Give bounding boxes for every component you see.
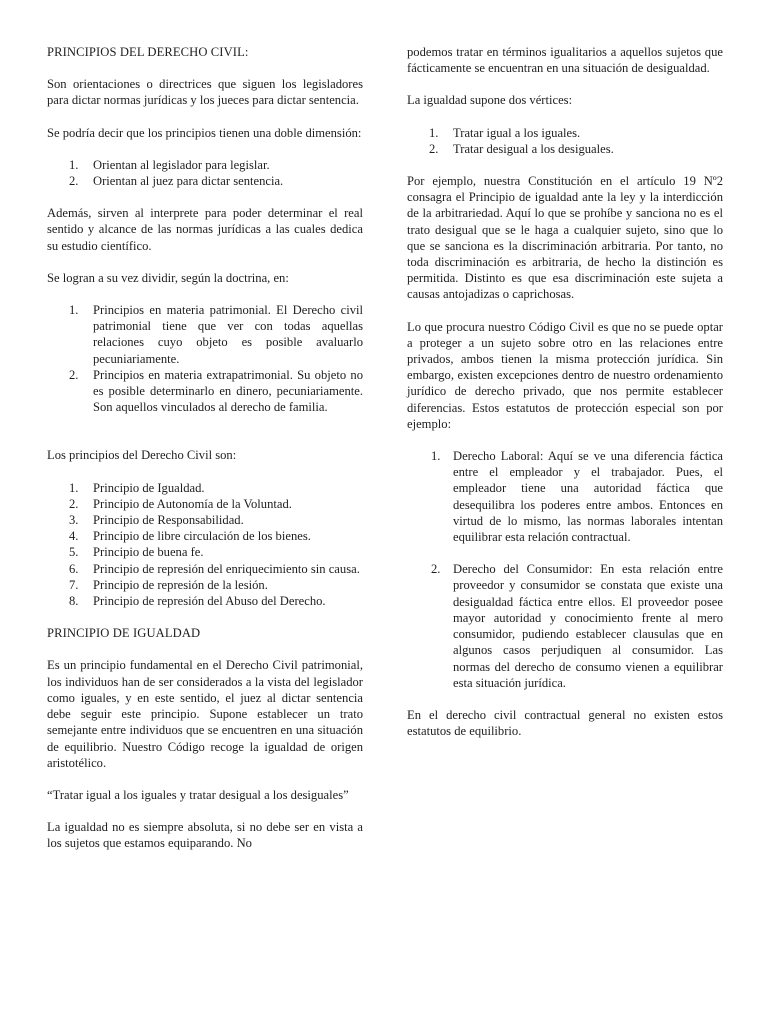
paragraph: Se podría decir que los principios tienen una doble dimensión: bbox=[47, 125, 362, 140]
list-item bbox=[47, 544, 363, 560]
paragraph: Se logran a su vez dividir, según la doctrina, en: bbox=[47, 270, 289, 285]
list-item bbox=[407, 125, 723, 141]
list-number: 8. bbox=[69, 594, 79, 609]
paragraph: Son orientaciones o directrices que siguen los legisladores para dictar normas jurídicas y los jueces para dictar sentencia. bbox=[47, 77, 363, 108]
paragraph: Los principios del Derecho Civil son: bbox=[47, 448, 237, 463]
list-text: Tratar igual a los iguales. bbox=[453, 125, 581, 140]
list-text: Principio de represión del enriquecimiento sin causa. bbox=[93, 561, 360, 576]
list-number: 1. bbox=[69, 303, 79, 318]
list-number: 1. bbox=[429, 125, 439, 140]
numbered-list bbox=[407, 125, 723, 157]
quote: “Tratar igual a los iguales y tratar desigual a los desiguales” bbox=[47, 787, 349, 802]
heading-igualdad: PRINCIPIO DE IGUALDAD bbox=[47, 626, 201, 641]
list-item bbox=[47, 528, 363, 544]
paragraph: Lo que procura nuestro Código Civil es que no se puede optar a proteger a un sujeto sobre otro en las relaciones entre privados, ambos tienen la misma protección jurídica. Sin embargo, existen excepciones dentro de nuestro ordenamiento jurídico de derecho privado, que nos permite establecer diferencias. Estos estatutos de protección especial son por ejemplo: bbox=[407, 319, 723, 431]
list-number: 1. bbox=[69, 480, 79, 495]
paragraph: podemos tratar en términos igualitarios a aquellos sujetos que fácticamente se encuentran en una situación de desigualdad. bbox=[407, 45, 723, 76]
list-item bbox=[407, 141, 723, 157]
list-number: 2. bbox=[69, 174, 79, 189]
paragraph: Es un principio fundamental en el Derecho Civil patrimonial, los individuos han de ser considerados a la vista del legislador como iguales, y en este sentido, el juez al dictar sentencia debe seguir este principio. Supone establecer un trato semejante entre individuos que se encuentren en una situación de equilibrio. Nuestro Código recoge la igualdad de origen aristotélico. bbox=[47, 658, 363, 770]
list-number: 7. bbox=[69, 577, 79, 592]
list-text: Principio de libre circulación de los bienes. bbox=[93, 529, 311, 544]
list-text: Principios en materia patrimonial. El Derecho civil patrimonial tiene que ver con todas aquellas relaciones cuyo objeto es posible avaluarlo pecuniariamente. bbox=[93, 303, 363, 366]
numbered-list bbox=[47, 302, 363, 415]
list-item bbox=[47, 593, 363, 609]
list-number: 2. bbox=[69, 367, 79, 382]
list-number: 1. bbox=[431, 449, 441, 464]
list-number: 2. bbox=[69, 496, 79, 511]
list-text: Principios en materia extrapatrimonial. Su objeto no es posible determinarlo en dinero, pecuniariamente. Son aquellos vinculados al derecho de familia. bbox=[93, 367, 363, 415]
list-item bbox=[47, 496, 363, 512]
list-number: 4. bbox=[69, 529, 79, 544]
list-item bbox=[47, 512, 363, 528]
list-text: Derecho Laboral: Aquí se ve una diferencia fáctica entre el empleador y el trabajador. Pues, el empleador tiene una autoridad fáctica que desequilibra los poderes entre ambos. Entonces en virtud de lo mismo, las normas laborales intentan equilibrar esta relación contractual. bbox=[453, 449, 723, 545]
list-item bbox=[47, 480, 363, 496]
list-text: Tratar desigual a los desiguales. bbox=[453, 141, 614, 156]
list-text: Principio de Autonomía de la Voluntad. bbox=[93, 496, 292, 511]
list-item bbox=[407, 448, 723, 545]
list-item bbox=[47, 561, 363, 577]
list-number: 5. bbox=[69, 545, 79, 560]
list-item bbox=[47, 173, 363, 189]
list-text: Orientan al juez para dictar sentencia. bbox=[93, 174, 284, 189]
left-column bbox=[47, 44, 363, 868]
heading-principios: PRINCIPIOS DEL DERECHO CIVIL: bbox=[47, 45, 249, 59]
paragraph: Además, sirven al interprete para poder determinar el real sentido y alcance de las normas jurídicas a las cuales dedica su estudio científico. bbox=[47, 206, 363, 253]
list-number: 3. bbox=[69, 513, 79, 528]
paragraph: La igualdad no es siempre absoluta, si no debe ser en vista a los sujetos que estamos equiparando. No bbox=[47, 820, 363, 851]
numbered-list bbox=[407, 448, 723, 691]
paragraph: Por ejemplo, nuestra Constitución en el artículo 19 Nº2 consagra el Principio de igualdad ante la ley y la interdicción de la arbitrariedad. Aquí lo que se prohíbe y sanciona no es el trato desigual que se le haga a cualquier sujeto, sino que lo que se sanciona es la discriminación arbitraria. Por tanto, no toda discriminación es arbitraria, de hecho la distinción es permitida. Distinto es que esa discriminación este sujeta a causas antojadizas o caprichosas. bbox=[407, 174, 723, 302]
list-text: Principio de Responsabilidad. bbox=[93, 513, 244, 528]
list-text: Principio de buena fe. bbox=[93, 545, 204, 560]
list-text: Orientan al legislador para legislar. bbox=[93, 157, 270, 172]
list-item bbox=[407, 561, 723, 691]
list-number: 1. bbox=[69, 157, 79, 172]
paragraph: En el derecho civil contractual general no existen estos estatutos de equilibrio. bbox=[407, 707, 723, 739]
list-item bbox=[47, 367, 363, 416]
list-item bbox=[47, 157, 363, 173]
list-number: 6. bbox=[69, 561, 79, 576]
numbered-list bbox=[47, 480, 363, 610]
list-item bbox=[47, 302, 363, 367]
list-number: 2. bbox=[429, 141, 439, 156]
list-text: Principio de represión del Abuso del Derecho. bbox=[93, 594, 326, 609]
list-text: Derecho del Consumidor: En esta relación entre proveedor y consumidor se constata que existe una desigualdad fáctica entre ellos. El proveedor posee mayor autoridad y conocimiento frente al mero consumidor, pudiendo establecer clausulas que en algunos casos perjudiquen al consumidor. Las normas del derecho de consumo vienen a equilibrar esta situación jurídica. bbox=[453, 562, 723, 690]
paragraph: La igualdad supone dos vértices: bbox=[407, 93, 573, 108]
list-text: Principio de represión de la lesión. bbox=[93, 577, 268, 592]
list-text: Principio de Igualdad. bbox=[93, 480, 205, 495]
list-number: 2. bbox=[431, 562, 441, 577]
list-item bbox=[47, 577, 363, 593]
right-column bbox=[407, 44, 723, 755]
numbered-list bbox=[47, 157, 363, 189]
